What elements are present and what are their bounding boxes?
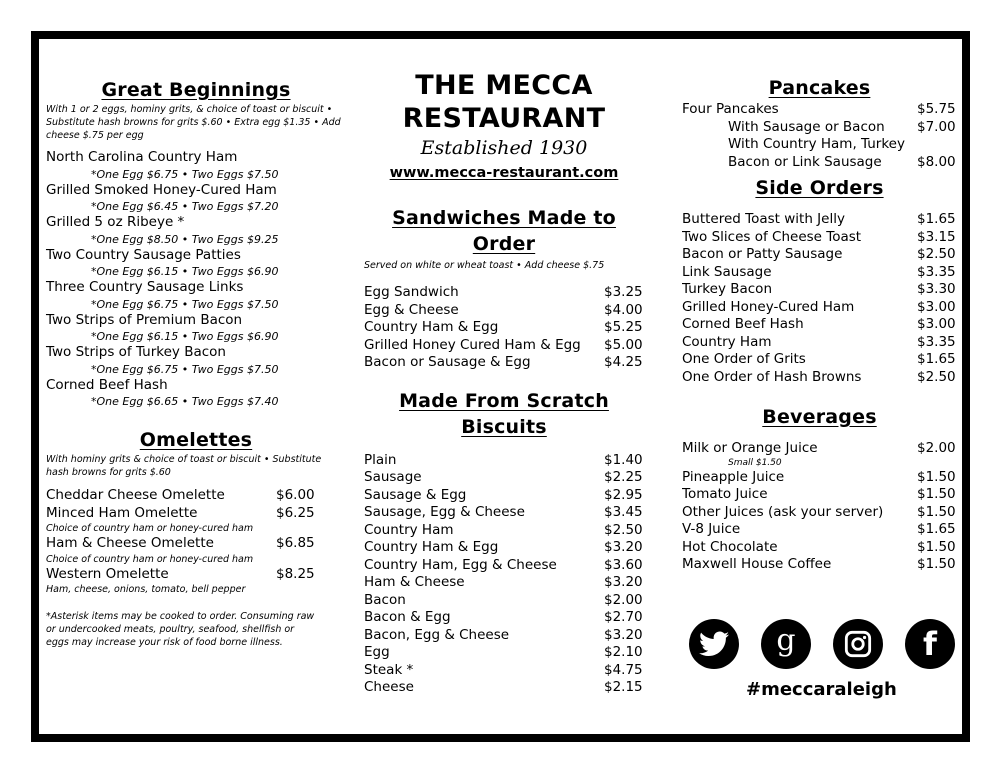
side-row: One Order of Hash Browns $2.50	[682, 368, 956, 385]
side-row: Two Slices of Cheese Toast $3.15	[682, 228, 956, 245]
omelette-row	[46, 505, 316, 523]
beverage-row: V-8 Juice $1.65	[682, 521, 956, 537]
hashtag: #meccaraleigh	[746, 679, 897, 700]
sandwich-row: Egg Sandwich $3.25	[364, 284, 643, 300]
gb-item-detail: *One Egg $6.15 • Two Eggs $6.90	[91, 265, 279, 278]
gb-item-detail: *One Egg $6.75 • Two Eggs $7.50	[91, 362, 279, 376]
omelette-row	[46, 566, 316, 584]
side-row: Grilled Honey-Cured Ham $3.00	[682, 298, 956, 315]
gb-item-name: North Carolina Country Ham	[46, 149, 238, 165]
biscuits-title: Made From Scratch Biscuits	[399, 389, 609, 438]
middle-column	[364, 39, 644, 697]
sandwich-row: Egg & Cheese $4.00	[364, 301, 643, 318]
beverage-row: Other Juices (ask your server) $1.50	[682, 503, 956, 520]
biscuit-row: Country Ham $2.50	[364, 521, 643, 538]
instagram-icon[interactable]	[833, 619, 883, 669]
biscuit-row: Ham & Cheese $3.20	[364, 574, 643, 590]
established: Established 1930	[420, 137, 588, 159]
menu-frame	[31, 31, 970, 742]
sandwiches-list	[364, 284, 644, 372]
gb-item	[46, 312, 346, 345]
omelette-price: $6.25	[276, 504, 315, 521]
biscuit-row: Bacon, Egg & Cheese $3.20	[364, 626, 643, 643]
biscuit-row: Steak * $4.75	[364, 661, 643, 678]
website-link[interactable]: www.mecca-restaurant.com	[389, 165, 619, 181]
omelette-name: Ham & Cheese Omelette	[46, 535, 214, 551]
gb-item-name: Two Strips of Turkey Bacon	[46, 344, 226, 360]
right-column	[682, 39, 957, 574]
gb-item-name: Corned Beef Hash	[46, 376, 168, 393]
beverage-row: Milk or Orange Juice $2.00	[682, 440, 956, 456]
omelette-name: Western Omelette	[46, 565, 169, 582]
side-row: Bacon or Patty Sausage $2.50	[682, 246, 956, 262]
restaurant-name-line1: THE MECCA	[415, 70, 593, 101]
pancake-row: Bacon or Link Sausage $8.00	[728, 153, 956, 170]
google-icon[interactable]: g	[761, 619, 811, 669]
gb-item	[46, 344, 346, 377]
omelettes-title: Omelettes	[139, 429, 253, 451]
sandwich-row: Bacon or Sausage & Egg $4.25	[364, 354, 643, 370]
biscuit-row: Sausage, Egg & Cheese $3.45	[364, 504, 643, 520]
gb-item-name: Two Strips of Premium Bacon	[46, 311, 243, 328]
beverages-title: Beverages	[762, 406, 877, 428]
omelettes-note: With hominy grits & choice of toast or biscuit • Substitute hash browns for grits $.60	[46, 454, 322, 478]
biscuit-row: Egg $2.10	[364, 644, 643, 660]
gb-item-name: Grilled 5 oz Ribeye *	[46, 214, 185, 230]
left-column	[46, 39, 346, 649]
gb-item	[46, 279, 346, 312]
gb-item-detail: *One Egg $6.65 • Two Eggs $7.40	[91, 395, 279, 408]
omelette-detail: Choice of country ham or honey-cured ham	[46, 523, 254, 534]
gb-item	[46, 149, 346, 182]
biscuits-list	[364, 452, 644, 697]
sandwich-row: Grilled Honey Cured Ham & Egg $5.00	[364, 336, 643, 353]
side-row: Turkey Bacon $3.30	[682, 281, 956, 297]
beverage-detail: Small $1.50	[728, 457, 782, 468]
pancakes-title: Pancakes	[768, 77, 871, 99]
biscuit-row: Country Ham & Egg $3.20	[364, 539, 643, 555]
great-beginnings-list	[46, 149, 346, 409]
gb-item	[46, 214, 346, 247]
beverage-row: Tomato Juice $1.50	[682, 486, 956, 502]
gb-item-detail: *One Egg $6.15 • Two Eggs $6.90	[91, 330, 279, 343]
facebook-icon[interactable]: f	[905, 619, 955, 669]
gb-item-name: Three Country Sausage Links	[46, 279, 244, 295]
gb-item-detail: *One Egg $6.45 • Two Eggs $7.20	[91, 200, 279, 213]
side-row: Corned Beef Hash $3.00	[682, 316, 956, 332]
side-row: One Order of Grits $1.65	[682, 351, 956, 367]
beverage-row: Hot Chocolate $1.50	[682, 538, 956, 555]
gb-item	[46, 377, 346, 410]
great-beginnings-note: With 1 or 2 eggs, hominy grits, & choice of toast or biscuit • Substitute hash browns for grits $.60 • Extra egg $1.35 • Add cheese $.75 per egg	[46, 104, 341, 141]
omelette-row	[46, 487, 316, 505]
restaurant-name-line2: RESTAURANT	[402, 103, 606, 134]
side-row: Buttered Toast with Jelly $1.65	[682, 211, 956, 227]
gb-item-name: Grilled Smoked Honey-Cured Ham	[46, 181, 277, 198]
omelette-name: Cheddar Cheese Omelette	[46, 487, 225, 503]
sandwiches-note: Served on white or wheat toast • Add cheese $.75	[364, 260, 605, 271]
biscuit-row: Plain $1.40	[364, 451, 643, 468]
side-orders-title: Side Orders	[755, 177, 884, 199]
omelette-price: $6.00	[276, 487, 315, 503]
pancakes-list	[682, 101, 957, 171]
biscuit-row: Bacon & Egg $2.70	[364, 609, 643, 625]
beverages-list	[682, 440, 957, 574]
omelette-price: $8.25	[276, 565, 315, 582]
social-icons	[689, 619, 955, 669]
disclaimer: *Asterisk items may be cooked to order. Consuming raw or undercooked meats, poultry, seafood, shellfish or eggs may increase your risk of food borne illness.	[46, 611, 315, 648]
omelette-price: $6.85	[276, 535, 315, 551]
pancake-row: Four Pancakes $5.75	[682, 101, 956, 117]
side-row: Country Ham $3.35	[682, 333, 956, 350]
gb-item-detail: *One Egg $6.75 • Two Eggs $7.50	[91, 167, 279, 181]
great-beginnings-title: Great Beginnings	[101, 79, 291, 101]
omelette-name: Minced Ham Omelette	[46, 504, 198, 521]
beverage-row: Maxwell House Coffee $1.50	[682, 556, 956, 572]
biscuit-row: Sausage $2.25	[364, 469, 643, 485]
gb-item-detail: *One Egg $6.75 • Two Eggs $7.50	[91, 297, 279, 311]
biscuit-row: Sausage & Egg $2.95	[364, 486, 643, 503]
gb-item-name: Two Country Sausage Patties	[46, 246, 241, 263]
omelette-detail: Choice of country ham or honey-cured ham	[46, 553, 254, 565]
side-orders-list	[682, 211, 957, 386]
twitter-icon[interactable]	[689, 619, 739, 669]
gb-item	[46, 247, 346, 280]
sandwich-row: Country Ham & Egg $5.25	[364, 319, 643, 335]
sandwiches-title: Sandwiches Made to Order	[392, 207, 616, 255]
side-row: Link Sausage $3.35	[682, 263, 956, 280]
omelette-row	[46, 535, 316, 553]
biscuit-row: Cheese $2.15	[364, 679, 643, 695]
gb-item	[46, 182, 346, 215]
omelettes-list	[46, 487, 316, 596]
omelette-detail: Ham, cheese, onions, tomato, bell pepper	[46, 584, 246, 595]
pancake-option-line: With Country Ham, Turkey	[728, 136, 905, 152]
pancake-row: With Sausage or Bacon $7.00	[728, 118, 956, 135]
biscuit-row: Bacon $2.00	[364, 591, 643, 608]
beverage-row: Pineapple Juice $1.50	[682, 468, 956, 485]
biscuit-row: Country Ham, Egg & Cheese $3.60	[364, 556, 643, 573]
gb-item-detail: *One Egg $8.50 • Two Eggs $9.25	[91, 232, 279, 246]
